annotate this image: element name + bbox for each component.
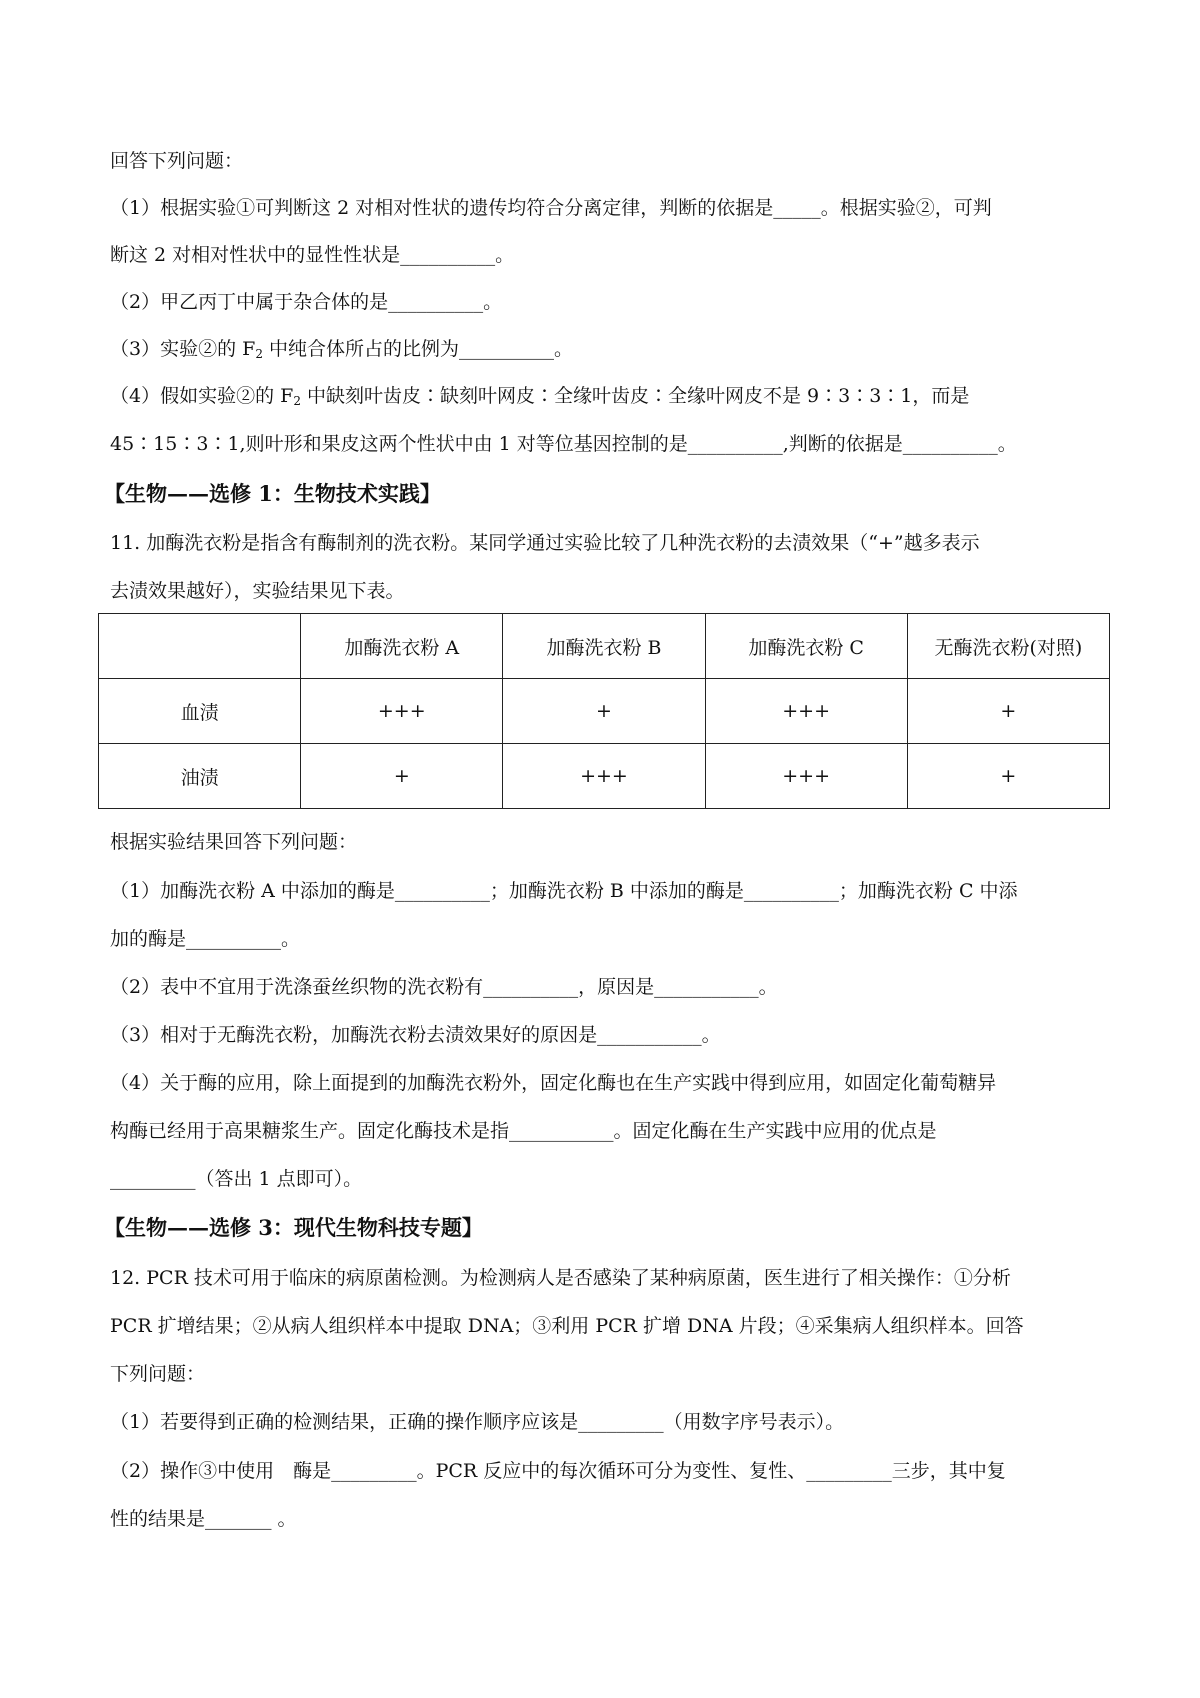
q11-after-table: 根据实验结果回答下列问题：	[110, 831, 358, 853]
table-cell: 血渍	[99, 679, 301, 744]
q10-part2: （2）甲乙丙丁中属于杂合体的是__________。	[110, 291, 503, 313]
q11-part1-line1: （1）加酶洗衣粉 A 中添加的酶是__________；加酶洗衣粉 B 中添加的酶是__________；加酶洗衣粉 C 中添	[110, 880, 1018, 902]
table-cell: +++	[301, 679, 503, 744]
table-header-cell	[99, 614, 301, 679]
table-cell: +	[907, 679, 1109, 744]
q10-part4-line1: （4）假如实验②的 $F_2$ 中缺刻叶齿皮∶缺刻叶网皮∶全缘叶齿皮∶全缘叶网皮不是 9∶3∶3∶1，而是	[110, 385, 970, 408]
q11-part1-line2: 加的酶是__________。	[110, 928, 301, 950]
section-elective3-title: 【生物——选修 3：现代生物科技专题】	[104, 1215, 483, 1240]
q10-part1-line2: 断这 2 对相对性状中的显性性状是__________。	[110, 244, 515, 266]
q11-part4-line1: （4）关于酶的应用，除上面提到的加酶洗衣粉外，固定化酶也在生产实践中得到应用，如固定化葡萄糖异	[110, 1072, 997, 1094]
q11-stem-line2: 去渍效果越好），实验结果见下表。	[110, 580, 405, 602]
q12-stem-line2: PCR 扩增结果；②从病人组织样本中提取 DNA；③利用 PCR 扩增 DNA 片段；④采集病人组织样本。回答	[110, 1315, 1024, 1337]
q10-part4-line2: 45∶15∶3∶1,则叶形和果皮这两个性状中由 1 对等位基因控制的是__________,判断的依据是__________。	[110, 433, 1017, 455]
table-row	[99, 744, 1110, 809]
q11-part4-line3: _________（答出 1 点即可）。	[110, 1168, 363, 1190]
q12-part2-line2: 性的结果是_______ 。	[110, 1508, 297, 1530]
section-elective1-title: 【生物——选修 1：生物技术实践】	[104, 481, 441, 506]
table-row	[99, 679, 1110, 744]
results-table	[98, 613, 1110, 809]
table-cell: +	[301, 744, 503, 809]
table-cell: +	[503, 679, 705, 744]
q12-part2-line1: （2）操作③中使用 酶是_________。PCR 反应中的每次循环可分为变性、复性、_________三步，其中复	[110, 1460, 1006, 1482]
q10-part3: （3）实验②的 $F_2$ 中纯合体所占的比例为__________。	[110, 338, 573, 361]
table-cell: 油渍	[99, 744, 301, 809]
intro-text: 回答下列问题：	[110, 150, 244, 172]
q10-part1-line1: （1）根据实验①可判断这 2 对相对性状的遗传均符合分离定律，判断的依据是_____。根据实验②，可判	[110, 197, 992, 219]
table-cell: +++	[503, 744, 705, 809]
table-header-cell: 加酶洗衣粉 C	[705, 614, 907, 679]
q12-part1: （1）若要得到正确的检测结果，正确的操作顺序应该是_________（用数字序号表示）。	[110, 1411, 845, 1433]
table-cell: +++	[705, 679, 907, 744]
q11-part4-line2: 构酶已经用于高果糖浆生产。固定化酶技术是指___________。固定化酶在生产实践中应用的优点是	[110, 1120, 937, 1142]
table-cell: +	[907, 744, 1109, 809]
table-cell: +++	[705, 744, 907, 809]
q11-part3: （3）相对于无酶洗衣粉，加酶洗衣粉去渍效果好的原因是___________。	[110, 1024, 721, 1046]
q12-stem-line3: 下列问题：	[110, 1363, 206, 1385]
table-header-cell: 加酶洗衣粉 A	[301, 614, 503, 679]
table-header-cell: 加酶洗衣粉 B	[503, 614, 705, 679]
q12-stem-line1: 12. PCR 技术可用于临床的病原菌检测。为检测病人是否感染了某种病原菌，医生进行了相关操作：①分析	[110, 1267, 1011, 1289]
table-header-row	[99, 614, 1110, 679]
q11-stem-line1: 11. 加酶洗衣粉是指含有酶制剂的洗衣粉。某同学通过实验比较了几种洗衣粉的去渍效果（“+”越多表示	[110, 532, 980, 554]
table-header-cell: 无酶洗衣粉(对照)	[907, 614, 1109, 679]
q11-part2: （2）表中不宜用于洗涤蚕丝织物的洗衣粉有__________，原因是___________。	[110, 976, 778, 998]
